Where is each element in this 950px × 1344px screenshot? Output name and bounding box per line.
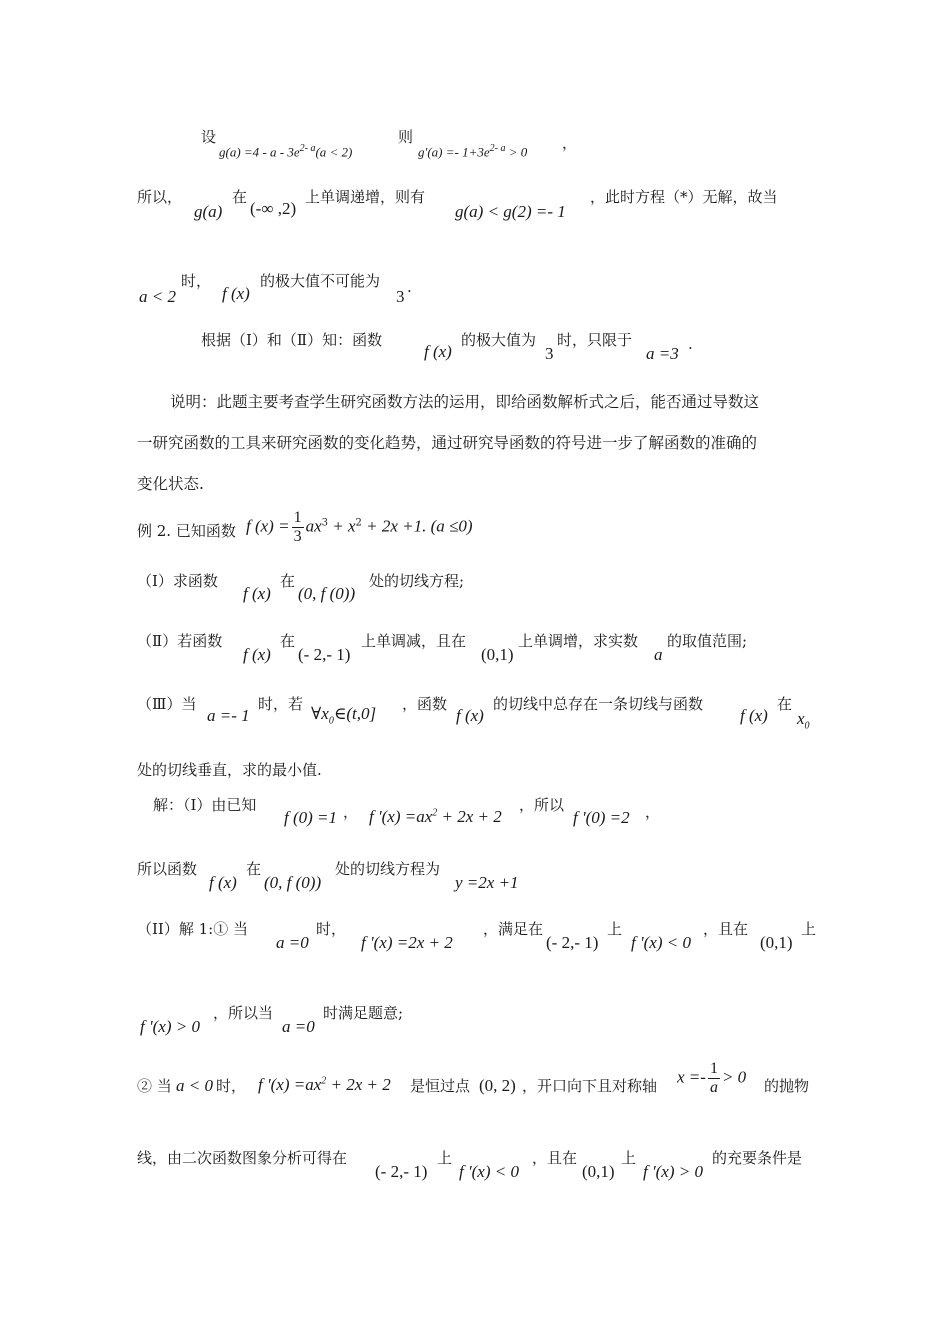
text-parabola: 的抛物 [764, 1077, 810, 1095]
formula-a-eq-0-b: a =0 [282, 1017, 315, 1036]
text-range: 的取值范围; [667, 632, 748, 650]
formula-interval-01-s6: (0,1) [582, 1162, 615, 1181]
text-comma: ， [562, 134, 578, 152]
text-tangent-exists: 的切线中总存在一条切线与函数 [493, 695, 704, 713]
formula-forall: $\forall x_0\in(t,0]$ [311, 704, 377, 727]
text-comma-s1: ， [343, 803, 359, 821]
formula-f-x: f (x) [222, 284, 250, 303]
text-she: 设 [201, 128, 217, 146]
text-zai: 在 [232, 188, 248, 206]
formula-3b: 3 [545, 344, 554, 363]
note-line-2: 一研究函数的工具来研究函数的变化趋势，通过研究导函数的符号进一步了解函数的准确的 [137, 434, 758, 452]
text-no-solution: ，此时方程（*）无解，故当 [590, 188, 778, 206]
text-increasing-q2: 上单调增，求实数 [518, 632, 639, 650]
text-suoyi-s1: ，所以 [519, 796, 565, 814]
text-shang-s3: 上 [607, 920, 623, 938]
text-zai-q3: 在 [777, 695, 793, 713]
formula-f-x-2: f (x) [424, 342, 452, 361]
formula-fprime-pos-s6: f '(x) > 0 [643, 1162, 703, 1181]
formula-f-x-q1: f (x) [243, 584, 271, 603]
question-1-label: （Ⅰ）求函数 [137, 572, 218, 590]
question-2-label: （Ⅱ）若函数 [137, 632, 223, 650]
question-3-label: （Ⅲ）当 [137, 695, 197, 713]
formula-a-q2: a [654, 645, 663, 664]
text-period-2: . [688, 335, 693, 353]
text-zai-q1: 在 [280, 572, 296, 590]
text-shi: 时， [181, 272, 212, 290]
text-necessary-sufficient: 的充要条件是 [712, 1149, 803, 1167]
formula-interval-01: (0,1) [481, 645, 514, 664]
text-genju: 根据（Ⅰ）和（Ⅱ）知：函数 [201, 331, 383, 349]
text-shang-s6: 上 [437, 1149, 453, 1167]
formula-fprime-pos: f '(x) > 0 [140, 1017, 200, 1036]
formula-g-a: $g(a) =4 - a - 3e^{2- a}(a < 2)$ [219, 143, 353, 160]
formula-point-q1: (0, f (0)) [298, 584, 356, 603]
text-qiezai-s6: ，且在 [532, 1149, 578, 1167]
text-increasing: 上单调递增，则有 [305, 188, 426, 206]
formula-3: 3 [396, 287, 405, 306]
formula-tangent-line: y =2x +1 [455, 873, 519, 892]
text-period: . [407, 278, 412, 296]
formula-interval-s3: (- 2,- 1) [546, 933, 599, 952]
example-label: 例 2. 已知函数 [137, 522, 236, 540]
formula-axis: x =- $\frac{1}{a}$ > 0 [677, 1060, 747, 1096]
formula-fprime0: f '(0) =2 [573, 808, 630, 827]
text-comma-s1b: ， [645, 803, 661, 821]
formula-a-lt-0: a < 0 [176, 1076, 213, 1095]
example-formula: f (x) = $\frac{1}{3}$ $ax^3 + x^2 + 2x +1$. (a ≤0) [246, 509, 473, 545]
text-max-not: 的极大值不可能为 [260, 272, 381, 290]
formula-fprime-linear: f '(x) =2x + 2 [361, 933, 453, 952]
formula-a-eq-3: a =3 [646, 344, 679, 363]
fraction-one-over-a: $\frac{1}{a}$ [709, 1060, 718, 1096]
text-shi-s5: 时， [216, 1077, 247, 1095]
formula-f-x-q3b: f (x) [740, 706, 768, 725]
fraction-one-third: $\frac{1}{3}$ [293, 509, 302, 545]
text-shi-s3: 时， [316, 920, 347, 938]
solution-2-label: （II）解 1:① 当 [137, 920, 248, 938]
text-shang-s3b: 上 [801, 920, 817, 938]
text-tangent-q1: 处的切线方程; [369, 572, 465, 590]
formula-fprime-quad: f '$(x) =ax^2 + 2x + 2$ [258, 1075, 391, 1094]
formula-f-x-q2: f (x) [243, 645, 271, 664]
text-opens-down: ，开口向下且对称轴 [522, 1077, 658, 1095]
formula-fprime-neg-s6: f '(x) < 0 [459, 1162, 519, 1181]
text-suoyidang: ，所以当 [213, 1004, 274, 1022]
text-suoyi-hanshu: 所以函数 [137, 860, 198, 878]
formula-fprime-neg: f '(x) < 0 [631, 933, 691, 952]
note-line-1: 说明：此题主要考查学生研究函数方法的运用，即给函数解析式之后，能否通过导数这 [170, 393, 760, 411]
question-3-cont: 处的切线垂直，求的最小值. [137, 761, 322, 779]
text-shang-s6b: 上 [621, 1149, 637, 1167]
formula-interval: (-∞ ,2) [250, 199, 297, 218]
text-passes: 是恒过点 [410, 1077, 471, 1095]
formula-f-x-s2: f (x) [209, 873, 237, 892]
formula-g-inequality: g(a) < g(2) =- 1 [455, 202, 566, 221]
formula-point-02: (0, 2) [479, 1076, 516, 1095]
text-zai-q2: 在 [280, 632, 296, 650]
text-hanshu: ，函数 [402, 695, 448, 713]
formula-interval-s6: (- 2,- 1) [375, 1162, 428, 1181]
formula-a-lt-2: a < 2 [139, 287, 176, 306]
text-zai-s2: 在 [246, 860, 262, 878]
text-only: 时，只限于 [557, 331, 633, 349]
text-analysis: 线，由二次函数图象分析可得在 [137, 1149, 348, 1167]
text-max-val: 的极大值为 [461, 331, 537, 349]
text-satisfies: 时满足题意; [323, 1004, 404, 1022]
formula-a-eq-0: a =0 [276, 933, 309, 952]
formula-x0: $x_0$ [797, 709, 810, 732]
note-line-3: 变化状态. [137, 475, 204, 493]
formula-f-x-q3a: f (x) [456, 706, 484, 725]
text-satisfy: ，满足在 [483, 920, 544, 938]
formula-fprime: f '$(x) =ax^2 + 2x + 2$ [369, 807, 502, 826]
formula-g-a-2: g(a) [194, 202, 223, 221]
formula-f0: f (0) =1 [284, 808, 338, 827]
formula-a-neg1: a =- 1 [207, 706, 250, 725]
text-tangent-eq: 处的切线方程为 [335, 860, 441, 878]
text-qiezai: ，且在 [703, 920, 749, 938]
formula-g-prime: $g'(a) =- 1+3e^{2- a} > 0$ [418, 143, 528, 160]
solution-label: 解：（I）由已知 [153, 796, 257, 814]
text-case-2: ② 当 [137, 1077, 172, 1095]
text-shi-ruo: 时，若 [258, 695, 304, 713]
formula-interval-01-s3: (0,1) [760, 933, 793, 952]
formula-interval-q2: (- 2,- 1) [298, 645, 351, 664]
text-ze: 则 [398, 128, 414, 146]
formula-point-s2: (0, f (0)) [264, 873, 322, 892]
text-suoyi: 所以， [137, 188, 183, 206]
text-decreasing: 上单调减，且在 [361, 632, 467, 650]
